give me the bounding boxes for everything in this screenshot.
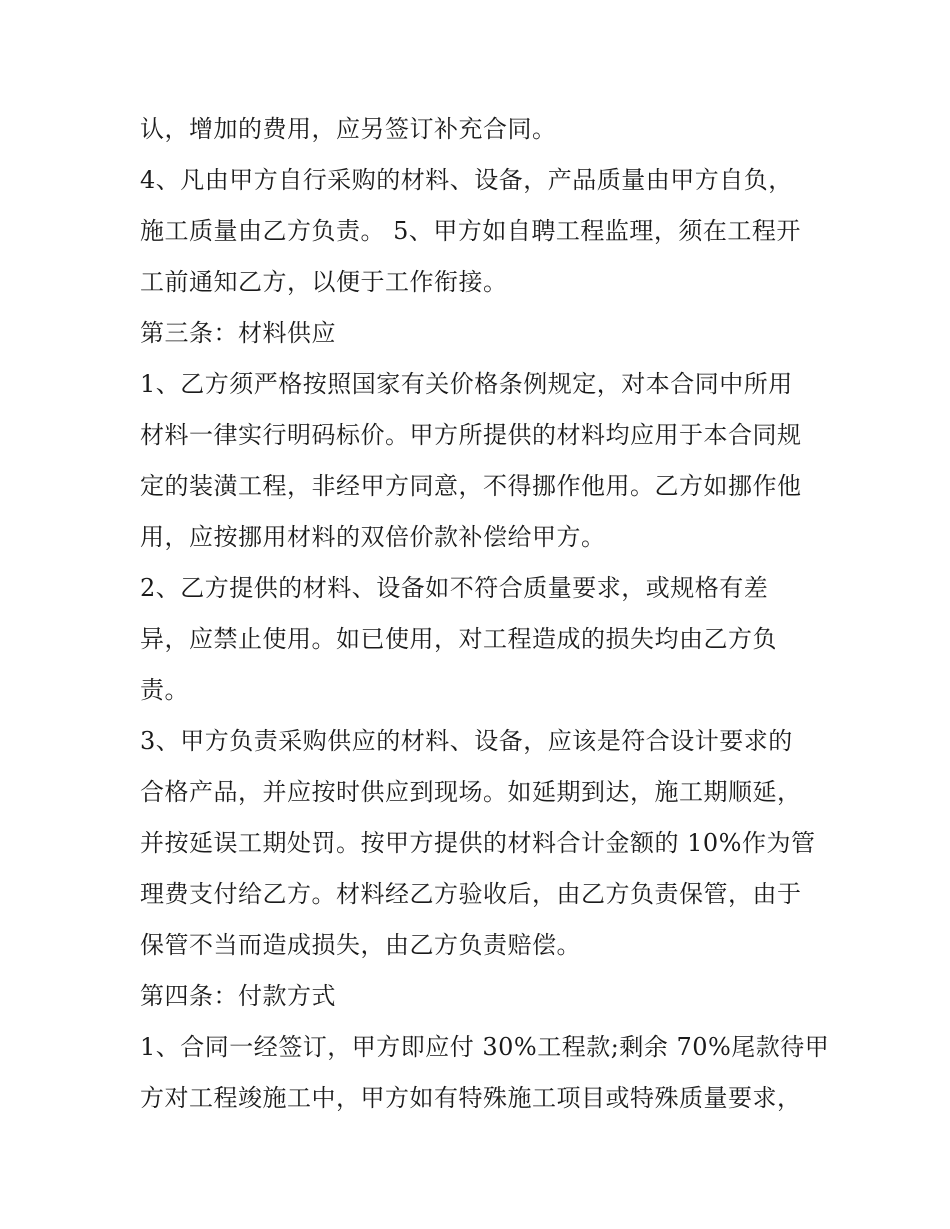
text-line: 合格产品，并应按时供应到现场。如延期到达，施工期顺延， bbox=[140, 778, 802, 806]
text-line: 1、乙方须严格按照国家有关价格条例规定，对本合同中所用 bbox=[140, 370, 793, 398]
text-line: 认，增加的费用，应另签订补充合同。 bbox=[140, 115, 557, 143]
text-line: 3、甲方负责采购供应的材料、设备，应该是符合设计要求的 bbox=[140, 727, 793, 755]
text-line: 4、凡由甲方自行采购的材料、设备，产品质量由甲方自负， bbox=[140, 166, 793, 194]
text-line: 方对工程竣施工中，甲方如有特殊施工项目或特殊质量要求， bbox=[140, 1084, 802, 1112]
text-line: 材料一律实行明码标价。甲方所提供的材料均应用于本合同规 bbox=[140, 421, 802, 449]
document-body bbox=[140, 104, 830, 1124]
text-line: 理费支付给乙方。材料经乙方验收后，由乙方负责保管，由于 bbox=[140, 880, 802, 908]
section-heading: 第三条：材料供应 bbox=[140, 319, 336, 347]
text-line: 2、乙方提供的材料、设备如不符合质量要求，或规格有差 bbox=[140, 574, 769, 602]
text-line: 异，应禁止使用。如已使用，对工程造成的损失均由乙方负 bbox=[140, 625, 777, 653]
text-line: 定的装潢工程，非经甲方同意，不得挪作他用。乙方如挪作他 bbox=[140, 472, 802, 500]
text-line: 并按延误工期处罚。按甲方提供的材料合计金额的 10%作为管 bbox=[140, 829, 816, 857]
text-line: 保管不当而造成损失，由乙方负责赔偿。 bbox=[140, 931, 581, 959]
text-line: 施工质量由乙方负责。 5、甲方如自聘工程监理，须在工程开 bbox=[140, 217, 801, 245]
text-line: 1、合同一经签订，甲方即应付 30%工程款;剩余 70%尾款待甲 bbox=[140, 1033, 830, 1061]
text-line: 用，应按挪用材料的双倍价款补偿给甲方。 bbox=[140, 523, 606, 551]
section-heading: 第四条：付款方式 bbox=[140, 982, 336, 1010]
text-line: 工前通知乙方，以便于工作衔接。 bbox=[140, 268, 508, 296]
text-line: 责。 bbox=[140, 676, 189, 704]
